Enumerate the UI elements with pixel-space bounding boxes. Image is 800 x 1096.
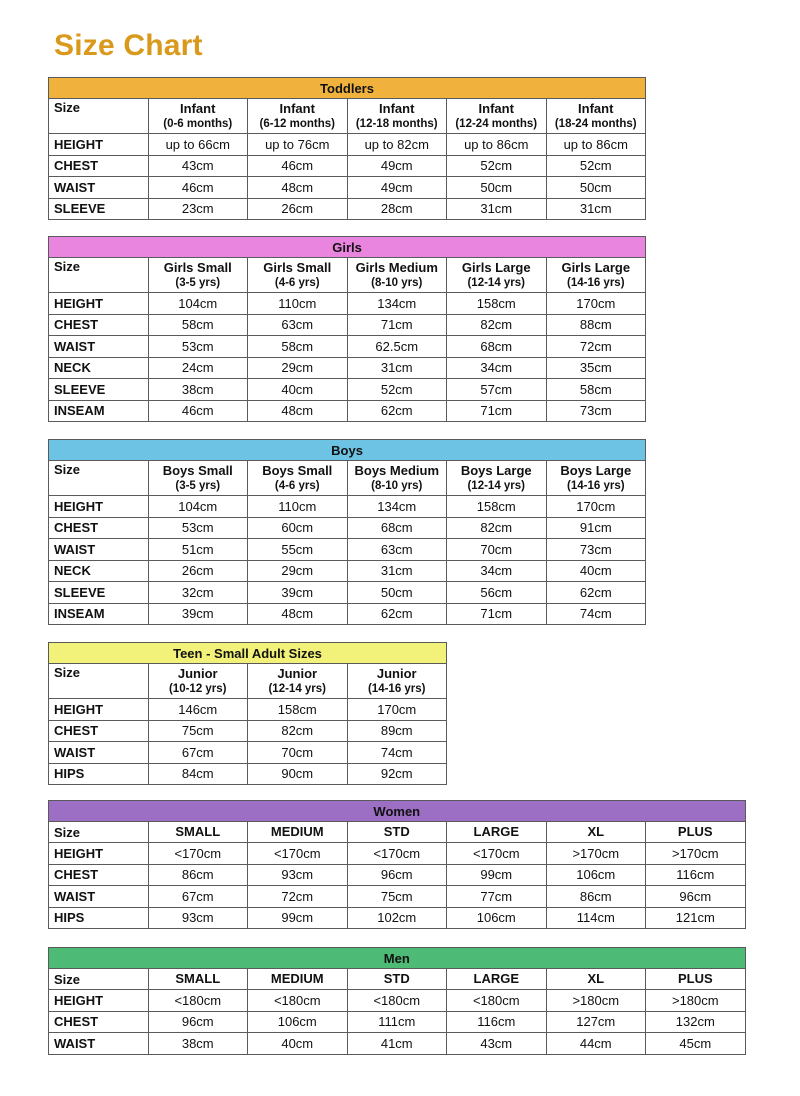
measurement-value: 68cm xyxy=(447,336,547,358)
measurement-label: HIPS xyxy=(49,763,149,785)
measurement-value: 24cm xyxy=(148,357,248,379)
size-column-label: Size xyxy=(49,461,149,496)
size-column-header xyxy=(248,99,348,134)
table-header-row xyxy=(49,664,447,699)
table-row xyxy=(49,1011,746,1033)
size-table xyxy=(48,77,646,220)
measurement-value: 60cm xyxy=(248,517,348,539)
measurement-label: HEIGHT xyxy=(49,293,149,315)
size-column-header xyxy=(148,258,248,293)
measurement-value: 70cm xyxy=(447,539,547,561)
measurement-label: WAIST xyxy=(49,742,149,764)
measurement-value: 86cm xyxy=(546,886,646,908)
measurement-value: <180cm xyxy=(347,990,447,1012)
size-range: (0-6 months) xyxy=(163,118,233,130)
size-name: MEDIUM xyxy=(270,971,324,986)
measurement-value: 56cm xyxy=(447,582,547,604)
measurement-value: 31cm xyxy=(546,198,646,220)
measurement-value: 74cm xyxy=(546,603,646,625)
measurement-value: 41cm xyxy=(347,1033,447,1055)
size-column-header xyxy=(447,822,547,843)
size-name: SMALL xyxy=(175,971,221,986)
size-column-header xyxy=(347,822,447,843)
measurement-value: 53cm xyxy=(148,517,248,539)
measurement-value: 35cm xyxy=(546,357,646,379)
measurement-value: 72cm xyxy=(248,886,348,908)
table-row xyxy=(49,314,646,336)
measurement-value: <170cm xyxy=(347,843,447,865)
measurement-value: 39cm xyxy=(148,603,248,625)
measurement-value: 170cm xyxy=(347,699,447,721)
section-title: Boys xyxy=(49,440,646,461)
measurement-value: 57cm xyxy=(447,379,547,401)
measurement-value: 23cm xyxy=(148,198,248,220)
size-column-header xyxy=(347,99,447,134)
size-range: (18-24 months) xyxy=(554,118,637,130)
measurement-value: 158cm xyxy=(447,496,547,518)
measurement-value: 82cm xyxy=(447,314,547,336)
measurement-value: 49cm xyxy=(347,155,447,177)
measurement-value: 116cm xyxy=(646,864,746,886)
section-title: Men xyxy=(49,948,746,969)
measurement-value: 82cm xyxy=(447,517,547,539)
size-column-header xyxy=(148,822,248,843)
table-row xyxy=(49,603,646,625)
table-row xyxy=(49,517,646,539)
measurement-value: 29cm xyxy=(248,560,348,582)
table-row xyxy=(49,336,646,358)
measurement-label: SLEEVE xyxy=(49,379,149,401)
table-header-row xyxy=(49,822,746,843)
measurement-value: 52cm xyxy=(447,155,547,177)
table-row xyxy=(49,720,447,742)
size-name: STD xyxy=(383,971,410,986)
measurement-value: 45cm xyxy=(646,1033,746,1055)
section-title: Women xyxy=(49,801,746,822)
measurement-value: 26cm xyxy=(148,560,248,582)
size-name: Boys Small xyxy=(262,463,333,478)
measurement-label: INSEAM xyxy=(49,603,149,625)
measurement-value: up to 66cm xyxy=(148,134,248,156)
measurement-value: 40cm xyxy=(248,1033,348,1055)
measurement-value: 53cm xyxy=(148,336,248,358)
measurement-value: 39cm xyxy=(248,582,348,604)
size-column-header xyxy=(546,99,646,134)
size-range: (12-14 yrs) xyxy=(467,480,526,492)
measurement-label: SLEEVE xyxy=(49,198,149,220)
measurement-value: 96cm xyxy=(148,1011,248,1033)
measurement-value: 71cm xyxy=(447,400,547,422)
measurement-value: 93cm xyxy=(248,864,348,886)
table-row xyxy=(49,763,447,785)
size-name: Boys Medium xyxy=(354,463,439,478)
measurement-value: <180cm xyxy=(148,990,248,1012)
measurement-value: 70cm xyxy=(248,742,348,764)
size-name: Junior xyxy=(177,666,218,681)
measurement-value: 32cm xyxy=(148,582,248,604)
table-row xyxy=(49,155,646,177)
measurement-label: CHEST xyxy=(49,720,149,742)
measurement-value: 132cm xyxy=(646,1011,746,1033)
measurement-value: 102cm xyxy=(347,907,447,929)
measurement-value: 62cm xyxy=(347,400,447,422)
measurement-value: 88cm xyxy=(546,314,646,336)
table-header-row xyxy=(49,258,646,293)
measurement-value: 93cm xyxy=(148,907,248,929)
table-row xyxy=(49,886,746,908)
table-row xyxy=(49,539,646,561)
size-column-header xyxy=(248,969,348,990)
measurement-value: 84cm xyxy=(148,763,248,785)
size-column-header xyxy=(148,969,248,990)
size-table xyxy=(48,800,746,929)
measurement-value: 89cm xyxy=(347,720,447,742)
measurement-value: 62cm xyxy=(347,603,447,625)
measurement-value: 72cm xyxy=(546,336,646,358)
size-column-header xyxy=(248,664,348,699)
measurement-label: HEIGHT xyxy=(49,843,149,865)
measurement-value: 134cm xyxy=(347,496,447,518)
size-name: Girls Small xyxy=(163,260,232,275)
size-name: Boys Small xyxy=(162,463,233,478)
size-column-label: Size xyxy=(49,258,149,293)
measurement-label: WAIST xyxy=(49,886,149,908)
measurement-label: HEIGHT xyxy=(49,496,149,518)
measurement-value: 46cm xyxy=(248,155,348,177)
measurement-value: 67cm xyxy=(148,742,248,764)
measurement-label: NECK xyxy=(49,357,149,379)
size-column-header xyxy=(248,461,348,496)
measurement-value: 146cm xyxy=(148,699,248,721)
measurement-value: up to 76cm xyxy=(248,134,348,156)
measurement-value: 86cm xyxy=(148,864,248,886)
measurement-label: WAIST xyxy=(49,1033,149,1055)
table-row xyxy=(49,198,646,220)
table-row xyxy=(49,177,646,199)
measurement-value: 67cm xyxy=(148,886,248,908)
measurement-value: 52cm xyxy=(546,155,646,177)
measurement-value: 34cm xyxy=(447,357,547,379)
measurement-value: 90cm xyxy=(248,763,348,785)
measurement-value: 111cm xyxy=(347,1011,447,1033)
size-name: Infant xyxy=(279,101,315,116)
measurement-value: 31cm xyxy=(347,357,447,379)
size-name: Infant xyxy=(478,101,514,116)
measurement-value: <180cm xyxy=(248,990,348,1012)
measurement-value: 38cm xyxy=(148,379,248,401)
size-name: Infant xyxy=(578,101,614,116)
measurement-value: >180cm xyxy=(646,990,746,1012)
measurement-value: 104cm xyxy=(148,293,248,315)
measurement-label: HEIGHT xyxy=(49,134,149,156)
measurement-value: 26cm xyxy=(248,198,348,220)
measurement-value: up to 86cm xyxy=(546,134,646,156)
measurement-label: HEIGHT xyxy=(49,699,149,721)
size-column-label: Size xyxy=(49,822,149,843)
table-row xyxy=(49,907,746,929)
size-column-label: Size xyxy=(49,99,149,134)
size-column-header xyxy=(347,258,447,293)
measurement-value: 58cm xyxy=(148,314,248,336)
size-name: MEDIUM xyxy=(270,824,324,839)
size-name: Girls Medium xyxy=(355,260,438,275)
size-column-header xyxy=(148,99,248,134)
size-range: (12-14 yrs) xyxy=(268,683,327,695)
measurement-value: 82cm xyxy=(248,720,348,742)
measurement-value: 158cm xyxy=(248,699,348,721)
table-row xyxy=(49,400,646,422)
size-range: (12-24 months) xyxy=(455,118,538,130)
size-column-header xyxy=(347,461,447,496)
table-row xyxy=(49,990,746,1012)
measurement-label: INSEAM xyxy=(49,400,149,422)
measurement-value: 99cm xyxy=(248,907,348,929)
size-table xyxy=(48,642,447,785)
measurement-value: 48cm xyxy=(248,603,348,625)
size-name: Boys Large xyxy=(460,463,532,478)
measurement-value: 29cm xyxy=(248,357,348,379)
measurement-value: 62cm xyxy=(546,582,646,604)
table-row xyxy=(49,1033,746,1055)
size-name: Junior xyxy=(376,666,417,681)
measurement-value: 104cm xyxy=(148,496,248,518)
size-range: (12-18 months) xyxy=(355,118,438,130)
measurement-label: HIPS xyxy=(49,907,149,929)
size-name: PLUS xyxy=(677,971,713,986)
table-row xyxy=(49,357,646,379)
size-column-header xyxy=(646,822,746,843)
size-name: Boys Large xyxy=(560,463,632,478)
size-column-header xyxy=(646,969,746,990)
measurement-value: 74cm xyxy=(347,742,447,764)
measurement-label: CHEST xyxy=(49,517,149,539)
size-column-header xyxy=(447,461,547,496)
size-range: (10-12 yrs) xyxy=(168,683,227,695)
size-range: (14-16 yrs) xyxy=(567,480,625,492)
measurement-value: 96cm xyxy=(347,864,447,886)
measurement-value: 50cm xyxy=(347,582,447,604)
measurement-value: >180cm xyxy=(546,990,646,1012)
measurement-value: 40cm xyxy=(546,560,646,582)
table-header-row xyxy=(49,99,646,134)
measurement-value: 52cm xyxy=(347,379,447,401)
size-column-header xyxy=(447,99,547,134)
measurement-value: <180cm xyxy=(447,990,547,1012)
size-column-header xyxy=(546,822,646,843)
size-name: LARGE xyxy=(473,824,519,839)
size-name: SMALL xyxy=(175,824,221,839)
measurement-label: CHEST xyxy=(49,155,149,177)
size-name: Girls Small xyxy=(263,260,332,275)
measurement-value: 62.5cm xyxy=(347,336,447,358)
measurement-value: <170cm xyxy=(447,843,547,865)
measurement-value: >170cm xyxy=(646,843,746,865)
measurement-value: 116cm xyxy=(447,1011,547,1033)
measurement-label: CHEST xyxy=(49,314,149,336)
size-name: Junior xyxy=(277,666,318,681)
measurement-value: 71cm xyxy=(347,314,447,336)
table-row xyxy=(49,864,746,886)
measurement-value: 99cm xyxy=(447,864,547,886)
size-range: (8-10 yrs) xyxy=(371,277,423,289)
size-table xyxy=(48,439,646,625)
measurement-value: 28cm xyxy=(347,198,447,220)
measurement-value: 48cm xyxy=(248,400,348,422)
size-name: Girls Large xyxy=(561,260,631,275)
size-column-label: Size xyxy=(49,664,149,699)
page-title: Size Chart xyxy=(54,29,203,62)
table-row xyxy=(49,293,646,315)
section-title: Girls xyxy=(49,237,646,258)
measurement-value: 48cm xyxy=(248,177,348,199)
measurement-value: 31cm xyxy=(447,198,547,220)
measurement-value: <170cm xyxy=(248,843,348,865)
size-table xyxy=(48,236,646,422)
measurement-value: 50cm xyxy=(447,177,547,199)
measurement-value: >170cm xyxy=(546,843,646,865)
size-column-header xyxy=(447,969,547,990)
measurement-label: WAIST xyxy=(49,539,149,561)
size-range: (8-10 yrs) xyxy=(371,480,423,492)
section-title: Toddlers xyxy=(49,78,646,99)
size-column-header xyxy=(347,664,447,699)
size-column-header xyxy=(546,461,646,496)
measurement-value: 68cm xyxy=(347,517,447,539)
measurement-value: 73cm xyxy=(546,400,646,422)
measurement-value: 31cm xyxy=(347,560,447,582)
size-name: STD xyxy=(383,824,410,839)
measurement-value: 77cm xyxy=(447,886,547,908)
measurement-value: up to 86cm xyxy=(447,134,547,156)
size-name: XL xyxy=(587,971,605,986)
measurement-value: 43cm xyxy=(148,155,248,177)
measurement-label: CHEST xyxy=(49,864,149,886)
table-row xyxy=(49,379,646,401)
measurement-value: 58cm xyxy=(248,336,348,358)
size-name: PLUS xyxy=(677,824,713,839)
measurement-label: CHEST xyxy=(49,1011,149,1033)
size-table xyxy=(48,947,746,1055)
measurement-value: 75cm xyxy=(148,720,248,742)
measurement-value: 106cm xyxy=(546,864,646,886)
size-column-label: Size xyxy=(49,969,149,990)
measurement-value: 170cm xyxy=(546,496,646,518)
measurement-value: 106cm xyxy=(248,1011,348,1033)
size-column-header xyxy=(546,258,646,293)
size-column-header xyxy=(148,664,248,699)
size-range: (3-5 yrs) xyxy=(175,480,221,492)
size-range: (4-6 yrs) xyxy=(274,277,320,289)
measurement-value: 127cm xyxy=(546,1011,646,1033)
measurement-value: 71cm xyxy=(447,603,547,625)
measurement-value: 63cm xyxy=(248,314,348,336)
table-header-row xyxy=(49,969,746,990)
size-name: Girls Large xyxy=(461,260,531,275)
size-column-header xyxy=(546,969,646,990)
measurement-value: 92cm xyxy=(347,763,447,785)
size-range: (14-16 yrs) xyxy=(367,683,426,695)
table-row xyxy=(49,582,646,604)
measurement-value: 106cm xyxy=(447,907,547,929)
measurement-value: 55cm xyxy=(248,539,348,561)
measurement-label: WAIST xyxy=(49,177,149,199)
measurement-value: 40cm xyxy=(248,379,348,401)
size-range: (14-16 yrs) xyxy=(567,277,625,289)
measurement-label: SLEEVE xyxy=(49,582,149,604)
table-row xyxy=(49,742,447,764)
measurement-value: 43cm xyxy=(447,1033,547,1055)
measurement-value: 38cm xyxy=(148,1033,248,1055)
section-title: Teen - Small Adult Sizes xyxy=(49,643,447,664)
size-name: Infant xyxy=(180,101,216,116)
size-range: (12-14 yrs) xyxy=(467,277,526,289)
size-column-header xyxy=(248,822,348,843)
table-row xyxy=(49,134,646,156)
size-column-header xyxy=(248,258,348,293)
measurement-value: 121cm xyxy=(646,907,746,929)
size-range: (6-12 months) xyxy=(259,118,335,130)
measurement-value: 44cm xyxy=(546,1033,646,1055)
measurement-value: 110cm xyxy=(248,496,348,518)
measurement-value: 34cm xyxy=(447,560,547,582)
measurement-value: 158cm xyxy=(447,293,547,315)
measurement-value: 170cm xyxy=(546,293,646,315)
measurement-value: 51cm xyxy=(148,539,248,561)
measurement-value: 58cm xyxy=(546,379,646,401)
table-row xyxy=(49,843,746,865)
size-column-header xyxy=(148,461,248,496)
size-name: Infant xyxy=(379,101,415,116)
size-name: LARGE xyxy=(473,971,519,986)
size-range: (3-5 yrs) xyxy=(175,277,221,289)
measurement-value: 134cm xyxy=(347,293,447,315)
size-name: XL xyxy=(587,824,605,839)
measurement-label: WAIST xyxy=(49,336,149,358)
measurement-label: HEIGHT xyxy=(49,990,149,1012)
table-row xyxy=(49,699,447,721)
size-column-header xyxy=(347,969,447,990)
measurement-value: 46cm xyxy=(148,400,248,422)
measurement-value: up to 82cm xyxy=(347,134,447,156)
table-header-row xyxy=(49,461,646,496)
measurement-value: 75cm xyxy=(347,886,447,908)
measurement-value: <170cm xyxy=(148,843,248,865)
table-row xyxy=(49,560,646,582)
measurement-value: 91cm xyxy=(546,517,646,539)
measurement-label: NECK xyxy=(49,560,149,582)
measurement-value: 110cm xyxy=(248,293,348,315)
measurement-value: 73cm xyxy=(546,539,646,561)
measurement-value: 50cm xyxy=(546,177,646,199)
measurement-value: 46cm xyxy=(148,177,248,199)
measurement-value: 114cm xyxy=(546,907,646,929)
table-row xyxy=(49,496,646,518)
size-column-header xyxy=(447,258,547,293)
measurement-value: 49cm xyxy=(347,177,447,199)
size-range: (4-6 yrs) xyxy=(274,480,320,492)
measurement-value: 63cm xyxy=(347,539,447,561)
measurement-value: 96cm xyxy=(646,886,746,908)
